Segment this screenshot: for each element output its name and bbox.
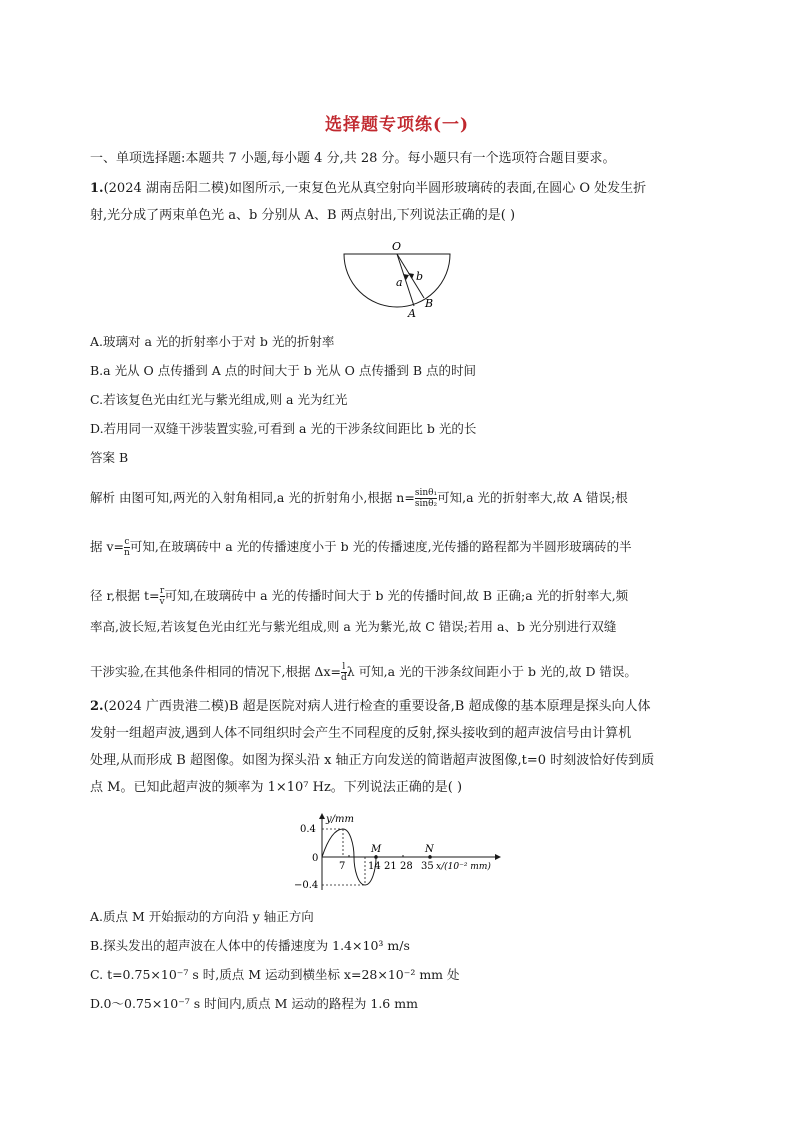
fraction-den: d (340, 673, 347, 683)
fraction-num: sinθ₁ (414, 488, 438, 498)
q1-analysis-line4: 率高,波长短,若该复色光由红光与紫光组成,则 a 光为紫光,故 C 错误;若用 a、b 光分别进行双缝 (90, 619, 617, 634)
analysis-text: λ 可知,a 光的干涉条纹间距小于 b 光的,故 D 错误。 (346, 664, 637, 679)
y-axis-label: y/mm (326, 814, 354, 825)
y-tick-0.4: 0.4 (300, 824, 316, 835)
fraction-num: r (159, 586, 165, 596)
analysis-text: 可知,在玻璃砖中 a 光的传播时间大于 b 光的传播时间,故 B 正确;a 光的折射率大,频 (164, 588, 629, 603)
q1-number: 1. (90, 181, 104, 196)
origin-label: 0 (312, 853, 319, 864)
y-tick-minus-0.4: −0.4 (294, 880, 319, 891)
fraction-den: n (124, 548, 130, 558)
fraction-den: sinθ₂ (414, 499, 438, 509)
q2-stem-line1 (90, 698, 650, 716)
q1-analysis-line3 (90, 586, 628, 607)
page-title: 选择题专项练(一) (324, 115, 470, 135)
q1-analysis-line1 (90, 488, 628, 509)
x-tick-28: 28 (400, 861, 413, 872)
analysis-text: 干涉实验,在其他条件相同的情况下,根据 Δx= (90, 664, 341, 679)
q1-option-a: A.玻璃对 a 光的折射率小于对 b 光的折射率 (90, 334, 335, 349)
label-O: O (392, 240, 402, 253)
analysis-text: 径 r,根据 t= (90, 588, 160, 603)
q2-stem-line2: 发射一组超声波,遇到人体不同组织时会产生不同程度的反射,探头接收到的超声波信号由计算机 (90, 726, 632, 741)
q1-answer: 答案 B (90, 450, 129, 465)
fraction-sin (415, 488, 437, 509)
q2-wave-graph (288, 810, 508, 894)
q1-option-b: B.a 光从 O 点传播到 A 点的时间大于 b 光从 O 点传播到 B 点的时间 (90, 363, 477, 378)
x-tick-7: 7 (339, 861, 346, 872)
q1-option-c: C.若该复色光由红光与紫光组成,则 a 光为红光 (90, 392, 348, 407)
q2-number: 2. (90, 699, 104, 714)
q1-analysis-line2 (90, 537, 632, 558)
x-tick-35: 35 (421, 861, 434, 872)
fraction-den: v (159, 597, 165, 607)
x-axis-label: x/(10⁻² mm) (436, 862, 491, 872)
fraction-num: l (342, 662, 346, 672)
q2-stem-line3: 处理,从而形成 B 超图像。如图为探头沿 x 轴正方向发送的简谐超声波图像,t=0 时刻波恰好传到质 (90, 753, 655, 768)
q2-option-c: C. t=0.75×10⁻⁷ s 时,质点 M 运动到横坐标 x=28×10⁻² mm 处 (90, 967, 460, 982)
label-N: N (425, 844, 434, 855)
x-tick-21: 21 (384, 861, 397, 872)
label-B: B (425, 297, 434, 310)
x-tick-14: 14 (368, 861, 381, 872)
analysis-text: 可知,在玻璃砖中 a 光的传播速度小于 b 光的传播速度,光传播的路程都为半圆形玻璃砖的半 (129, 539, 632, 554)
q2-stem-line4: 点 M。已知此超声波的频率为 1×10⁷ Hz。下列说法正确的是( ) (90, 780, 463, 795)
q2-text-1: (2024 广西贵港二模)B 超是医院对病人进行检查的重要设备,B 超成像的基本原理是探头向人体 (103, 699, 651, 714)
analysis-text: 解析 由图可知,两光的入射角相同,a 光的折射角小,根据 n= (90, 490, 415, 505)
arrow-b (408, 273, 414, 279)
q2-option-b: B.探头发出的超声波在人体中的传播速度为 1.4×10³ m/s (90, 938, 410, 953)
label-A: A (408, 307, 416, 320)
q1-semicircle-figure (330, 236, 460, 320)
q2-option-d: D.0～0.75×10⁻⁷ s 时间内,质点 M 运动的路程为 1.6 mm (90, 996, 418, 1011)
label-a: a (396, 276, 403, 289)
q1-stem-line1 (90, 180, 646, 198)
analysis-text: 可知,a 光的折射率大,故 A 错误;根 (437, 490, 628, 505)
q2-option-a: A.质点 M 开始振动的方向沿 y 轴正方向 (90, 909, 314, 924)
q1-stem-line2: 射,光分成了两束单色光 a、b 分别从 A、B 两点射出,下列说法正确的是( ) (90, 208, 516, 223)
arrow-a (403, 274, 409, 280)
analysis-text: 据 v= (90, 539, 125, 554)
q1-text-1: (2024 湖南岳阳二模)如图所示,一束复色光从真空射向半圆形玻璃砖的表面,在圆心 O 处发生折 (103, 181, 647, 196)
label-M: M (371, 844, 382, 855)
section-header: 一、单项选择题:本题共 7 小题,每小题 4 分,共 28 分。每小题只有一个选项符合题目要求。 (90, 151, 616, 166)
q1-analysis-line5 (90, 662, 637, 683)
label-b: b (416, 270, 424, 283)
fraction-num: c (124, 537, 130, 547)
q1-option-d: D.若用同一双缝干涉装置实验,可看到 a 光的干涉条纹间距比 b 光的长 (90, 421, 477, 436)
